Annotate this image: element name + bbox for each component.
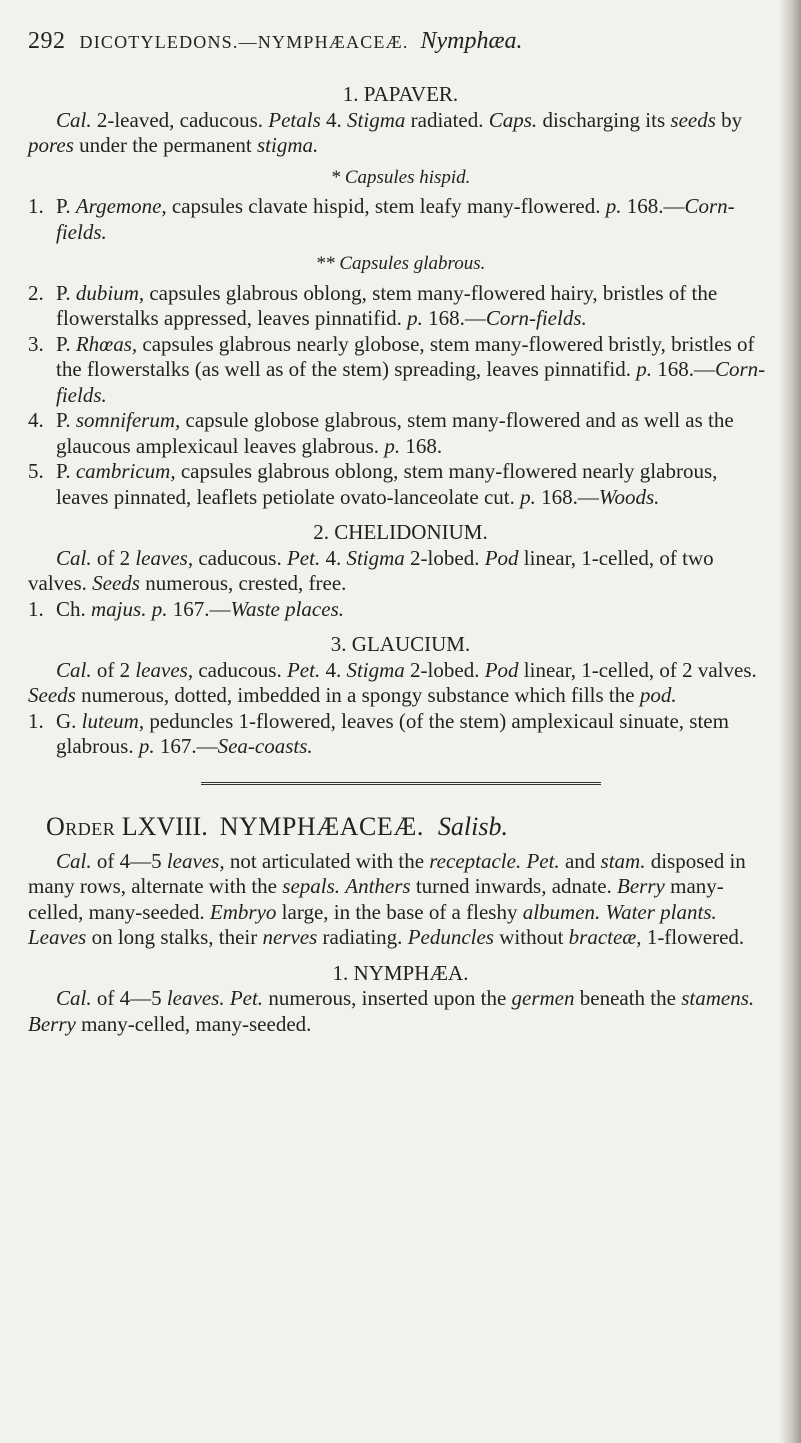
genus-heading-nymphaea: 1. NYMPHÆA. (332, 960, 469, 985)
subsection-capsules-glabrous: ** Capsules glabrous. (315, 253, 486, 274)
papaver-description: Cal. 2-leaved, caducous. Petals 4. Stigma radiated. Caps. discharging its seeds by pores under the permanent stigma. (28, 107, 743, 157)
nymphaea-description: Cal. of 4—5 leaves. Pet. numerous, inserted upon the germen beneath the stamens. Berry many-celled, many-seeded. (28, 986, 755, 1036)
species-entry: 5. P. cambricum, capsules glabrous oblong, stem many-flowered nearly glabrous, leaves pinnated, leaflets petiolate ovato-lanceolate cut. p. 168.—Woods. (28, 459, 718, 509)
genus-heading-papaver: 1. PAPAVER. (342, 82, 459, 106)
section-divider (201, 782, 601, 785)
order-heading: Order LXVIII. NYMPHÆACEÆ. Salisb. (46, 811, 508, 841)
species-entry: 1. P. Argemone, capsules clavate hispid, stem leafy many-flowered. p. 168.—Corn-fields. (28, 194, 735, 244)
running-head-genus: Nymphæa. (420, 28, 523, 54)
species-entry: 1. G. luteum, peduncles 1-flowered, leaves (of the stem) amplexicaul sinuate, stem glabrous. p. 167.—Sea-coasts. (28, 708, 729, 758)
chelidonium-description: Cal. of 2 leaves, caducous. Pet. 4. Stigma 2-lobed. Pod linear, 1-celled, of two valves. Seeds numerous, crested, free. (28, 545, 714, 595)
species-entry: 3. P. Rhœas, capsules glabrous nearly globose, stem many-flowered bristly, bristles of the flowerstalks (as well as of the stem) spreading, leaves pinnatifid. p. 168.—Corn-fields. (28, 331, 766, 407)
species-entry: 4. P. somniferum, capsule globose glabrous, stem many-flowered and as well as the glaucous amplexicaul leaves glabrous. p. 168. (28, 408, 734, 458)
species-entry: 1. Ch. majus. p. 167.—Waste places. (28, 596, 344, 621)
species-entry: 2. P. dubium, capsules glabrous oblong, stem many-flowered hairy, bristles of the flowerstalks appressed, leaves pinnatifid. p. 168.—Corn-fields. (28, 280, 718, 330)
page-edge-shadow (779, 0, 801, 1443)
page-number: 292 (28, 28, 66, 54)
running-header (28, 28, 768, 55)
running-head: DICOTYLEDONS.—NYMPHÆACEÆ. (79, 32, 409, 52)
genus-heading-chelidonium: 2. CHELIDONIUM. (313, 520, 488, 544)
glaucium-description: Cal. of 2 leaves, caducous. Pet. 4. Stigma 2-lobed. Pod linear, 1-celled, of 2 valves. Seeds numerous, dotted, imbedded in a spongy substance which fills the pod. (28, 657, 757, 707)
genus-heading-glaucium: 3. GLAUCIUM. (330, 632, 471, 656)
order-description: Cal. of 4—5 leaves, not articulated with the receptacle. Pet. and stam. disposed in many rows, alternate with the sepals. Anthers turned inwards, adnate. Berry many-celled, many-seeded. Embryo large, in the base of a fleshy albumen. Water plants. Leaves on long stalks, their nerves radiating. Peduncles without bracteæ, 1-flowered. (28, 848, 746, 949)
subsection-capsules-hispid: * Capsules hispid. (330, 166, 471, 188)
page-body (28, 82, 773, 1037)
